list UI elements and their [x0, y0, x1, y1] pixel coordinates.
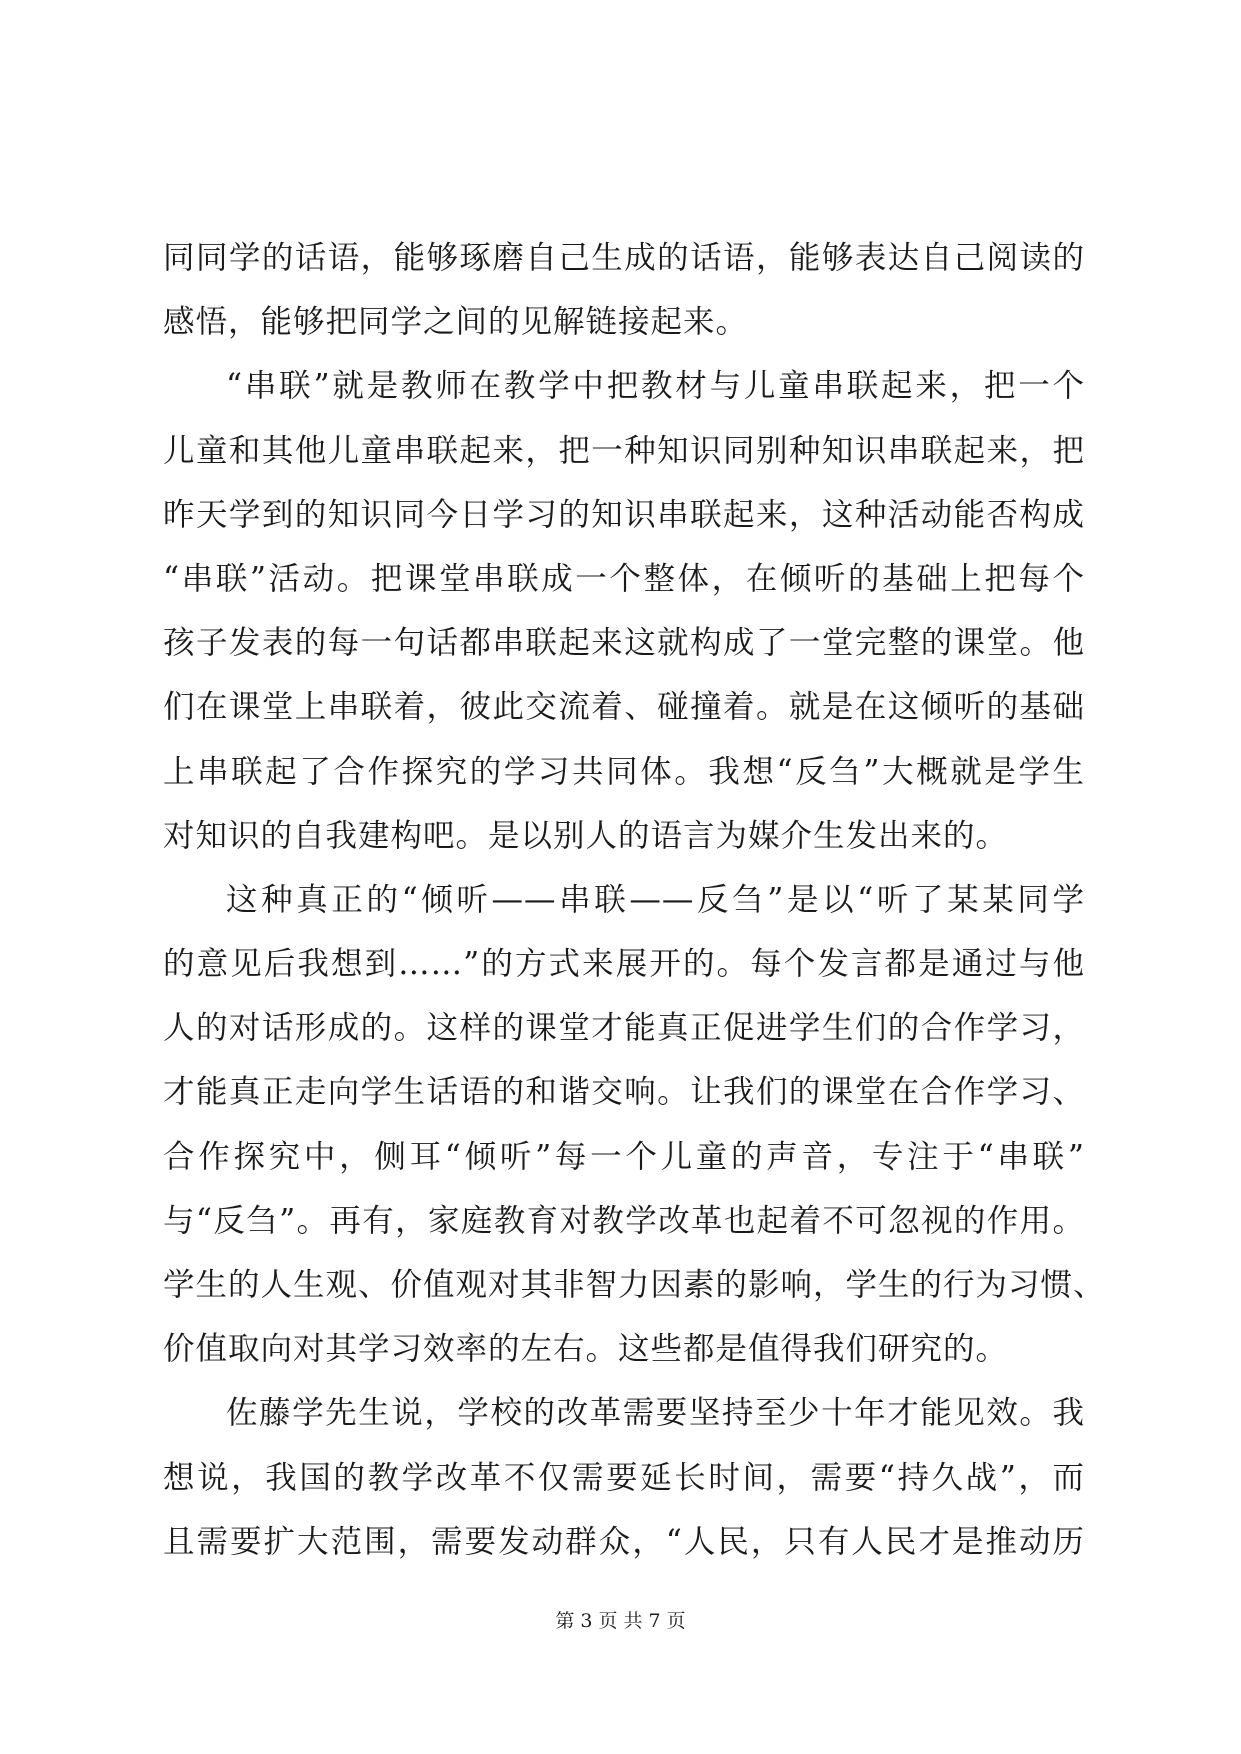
text-line: 佐藤学先生说，学校的改革需要坚持至少十年才能见效。我: [226, 1395, 1085, 1432]
text-line: 学生的人生观、价值观对其非智力因素的影响，学生的行为习惯、: [163, 1267, 1106, 1303]
text-line: 才能真正走向学生话语的和谐交响。让我们的课堂在合作学习、: [163, 1074, 1085, 1111]
text-line: 孩子发表的每一句话都串联起来这就构成了一堂完整的课堂。他: [163, 625, 1085, 662]
text-line: 对知识的自我建构吧。是以别人的语言为媒介生发出来的。: [163, 817, 1009, 854]
text-line: 与“反刍”。再有，家庭教育对教学改革也起着不可忽视的作用。: [163, 1202, 1085, 1239]
text-line: 且需要扩大范围，需要发动群众，“人民，只有人民才是推动历: [163, 1523, 1085, 1560]
text-line: 儿童和其他儿童串联起来，把一种知识同别种知识串联起来，把: [163, 432, 1085, 469]
text-line: 合作探究中，侧耳“倾听”每一个儿童的声音，专注于“串联”: [163, 1138, 1085, 1175]
text-line: 们在课堂上串联着，彼此交流着、碰撞着。就是在这倾听的基础: [163, 689, 1085, 726]
text-line: 感悟，能够把同学之间的见解链接起来。: [163, 304, 749, 341]
text-line: “串联”就是教师在教学中把教材与儿童串联起来，把一个: [226, 368, 1085, 405]
text-line: 这种真正的“倾听——串联——反刍”是以“听了某某同学: [226, 881, 1085, 918]
text-line: “串联”活动。把课堂串联成一个整体，在倾听的基础上把每个: [163, 560, 1085, 597]
text-line: 想说，我国的教学改革不仅需要延长时间，需要“持久战”，而: [163, 1459, 1085, 1496]
text-line: 价值取向对其学习效率的左右。这些都是值得我们研究的。: [163, 1331, 1009, 1368]
page-number-footer: 第 3 页 共 7 页: [555, 1610, 686, 1632]
text-line: 昨天学到的知识同今日学习的知识串联起来，这种活动能否构成: [163, 496, 1085, 533]
text-line: 人的对话形成的。这样的课堂才能真正促进学生们的合作学习，: [163, 1010, 1085, 1047]
text-line: 上串联起了合作探究的学习共同体。我想“反刍”大概就是学生: [163, 753, 1085, 790]
text-line: 的意见后我想到……”的方式来展开的。每个发言都是通过与他: [163, 946, 1085, 983]
text-line: 同同学的话语，能够琢磨自己生成的话语，能够表达自己阅读的: [163, 240, 1085, 276]
body-text: [163, 226, 1106, 1574]
